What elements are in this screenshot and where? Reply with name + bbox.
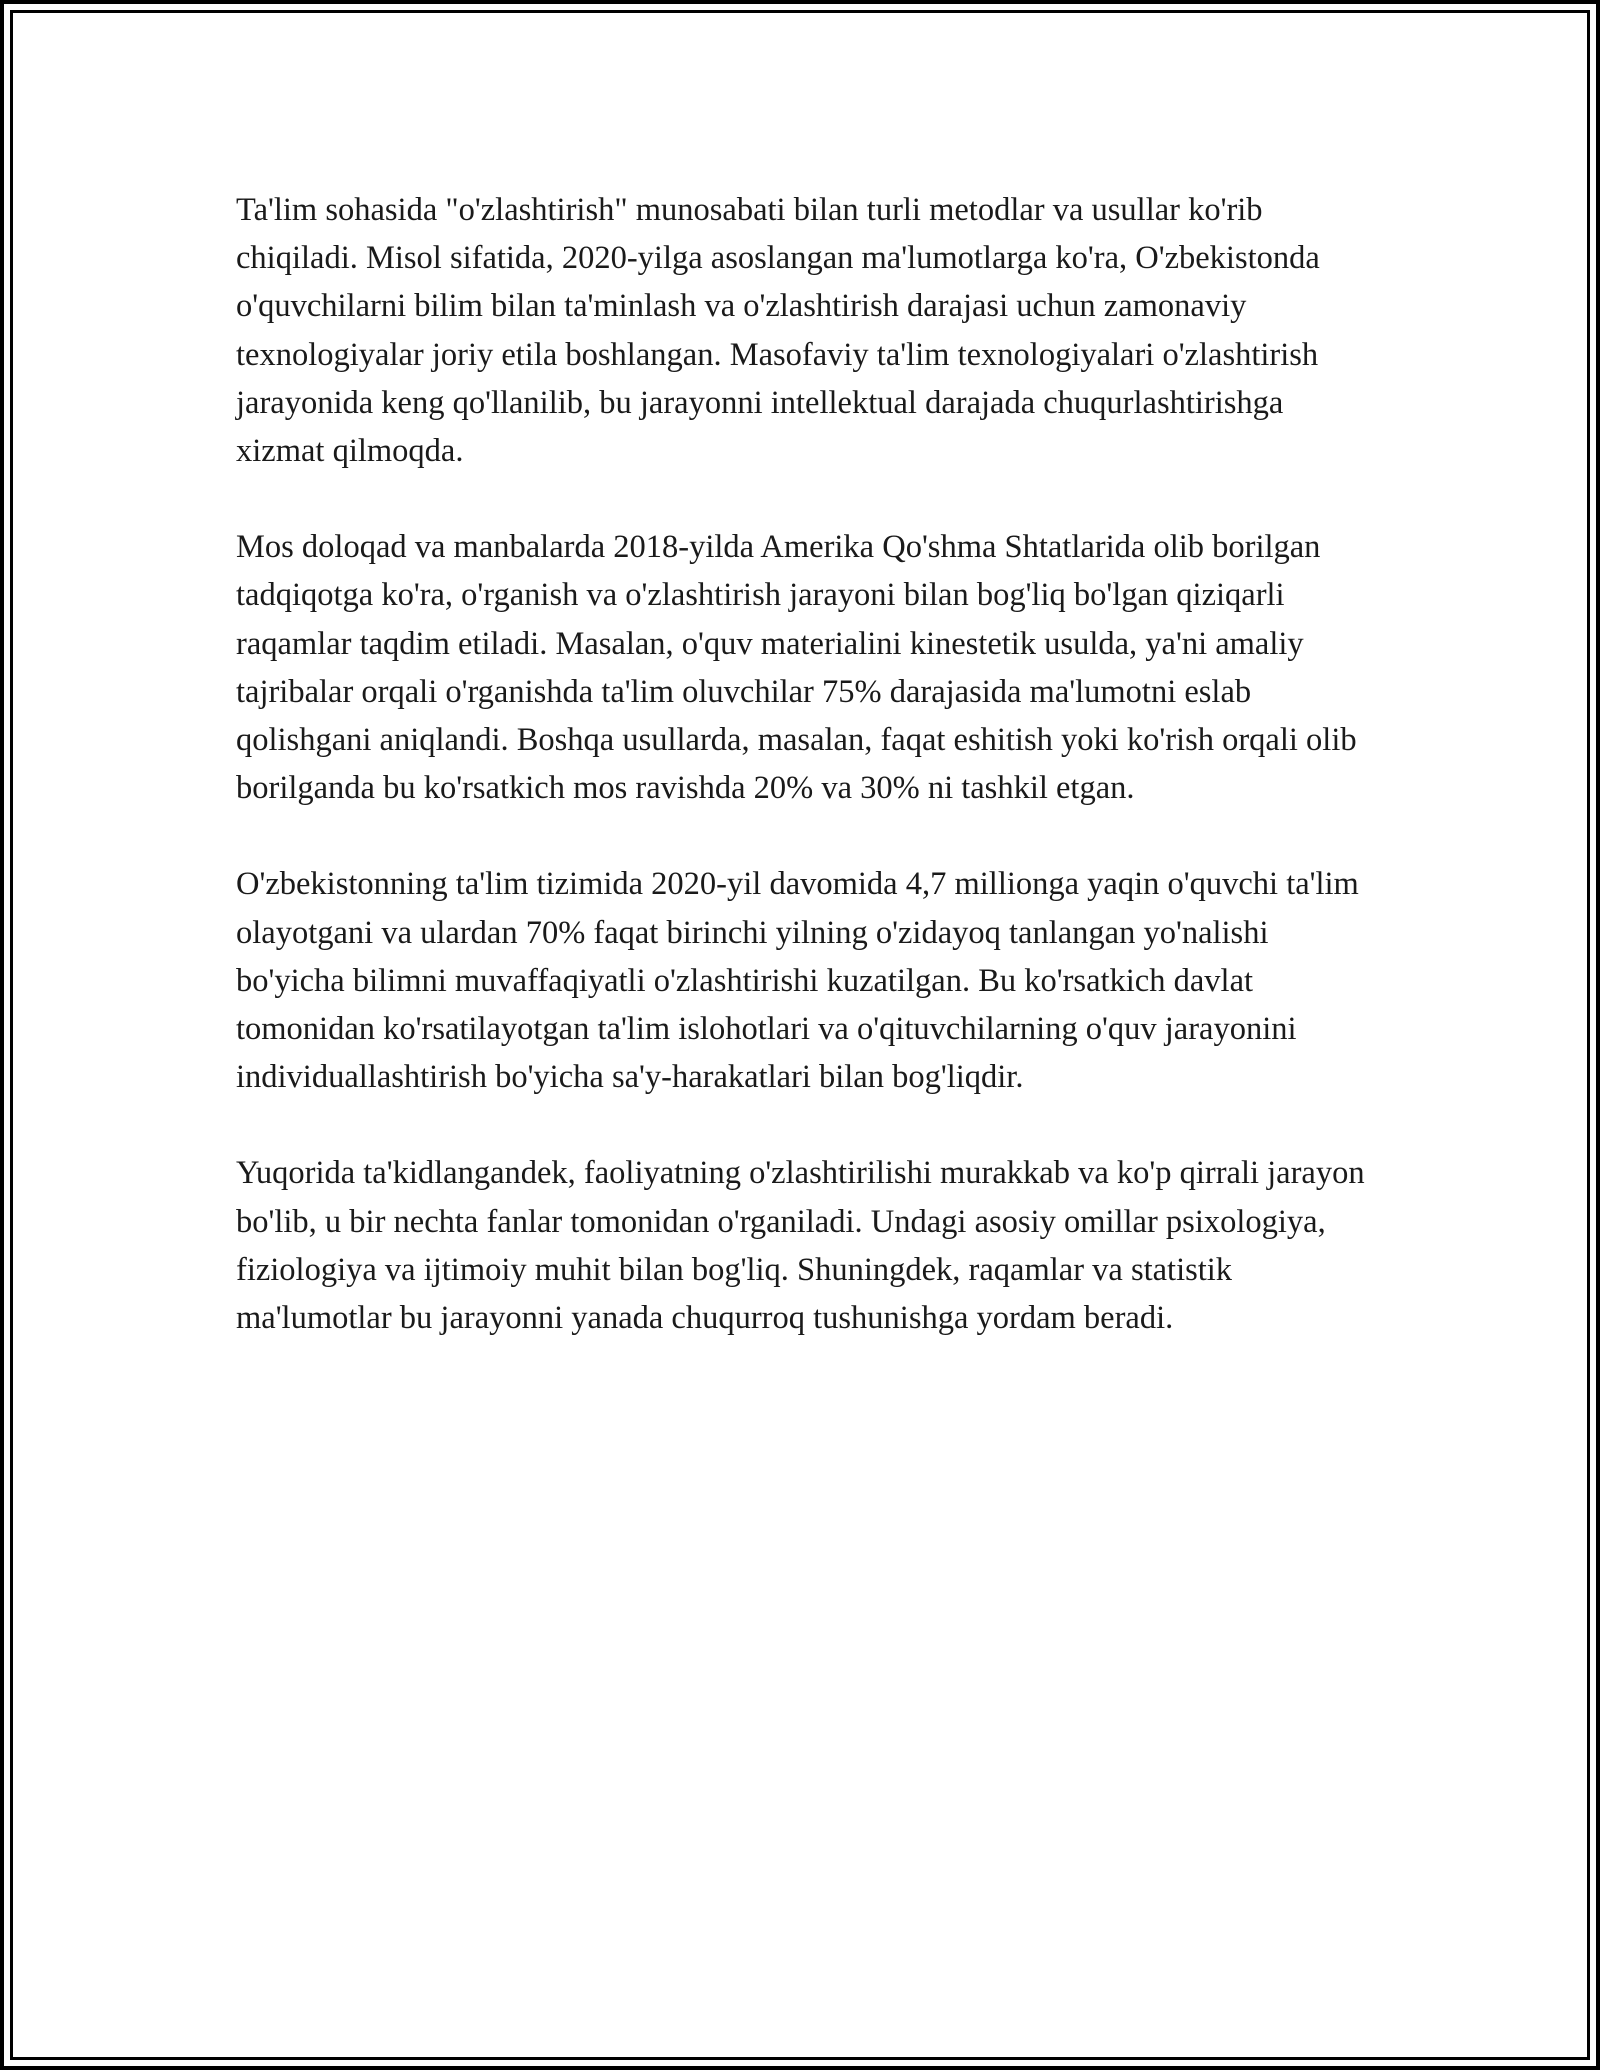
paragraph-2: Mos doloqad va manbalarda 2018-yilda Amerika Qo'shma Shtatlarida olib borilgan tadqiqotga ko'ra, o'rganish va o'zlashtirish jarayoni bilan bog'liq bo'lgan qiziqarli raqamlar taqdim etiladi. Masalan, o'quv materialini kinestetik usulda, ya'ni amaliy tajribalar orqali o'rganishda ta'lim oluvchilar 75% darajasida ma'lumotni eslab qolishgani aniqlandi. Boshqa usullarda, masalan, faqat eshitish yoki ko'rish orqali olib borilganda bu ko'rsatkich mos ravishda 20% va 30% ni tashkil etgan.	[236, 529, 1357, 807]
paragraph-4: Yuqorida ta'kidlangandek, faoliyatning o'zlashtirilishi murakkab va ko'p qirrali jarayon bo'lib, u bir nechta fanlar tomonidan o'rganiladi. Undagi asosiy omillar psixologiya, fiziologiya va ijtimoiy muhit bilan bog'liq. Shuningdek, raqamlar va statistik ma'lumotlar bu jarayonni yanada chuqurroq tushunishga yordam beradi.	[236, 1155, 1365, 1337]
paragraph-1: Ta'lim sohasida "o'zlashtirish" munosabati bilan turli metodlar va usullar ko'rib chiqiladi. Misol sifatida, 2020-yilga asoslangan ma'lumotlarga ko'ra, O'zbekistonda o'quvchilarni bilim bilan ta'minlash va o'zlashtirish darajasi uchun zamonaviy texnologiyalar joriy etila boshlangan. Masofaviy ta'lim texnologiyalari o'zlashtirish jarayonida keng qo'llanilib, bu jarayonni intellektual darajada chuqurlashtirishga xizmat qilmoqda.	[236, 192, 1320, 470]
document-body	[236, 186, 1376, 1390]
paragraph-3: O'zbekistonning ta'lim tizimida 2020-yil davomida 4,7 millionga yaqin o'quvchi ta'lim olayotgani va ulardan 70% faqat birinchi yilning o'zidayoq tanlangan yo'nalishi bo'yicha bilimni muvaffaqiyatli o'zlashtirishi kuzatilgan. Bu ko'rsatkich davlat tomonidan ko'rsatilayotgan ta'lim islohotlari va o'qituvchilarning o'quv jarayonini individuallashtirish bo'yicha sa'y-harakatlari bilan bog'liqdir.	[236, 866, 1359, 1096]
